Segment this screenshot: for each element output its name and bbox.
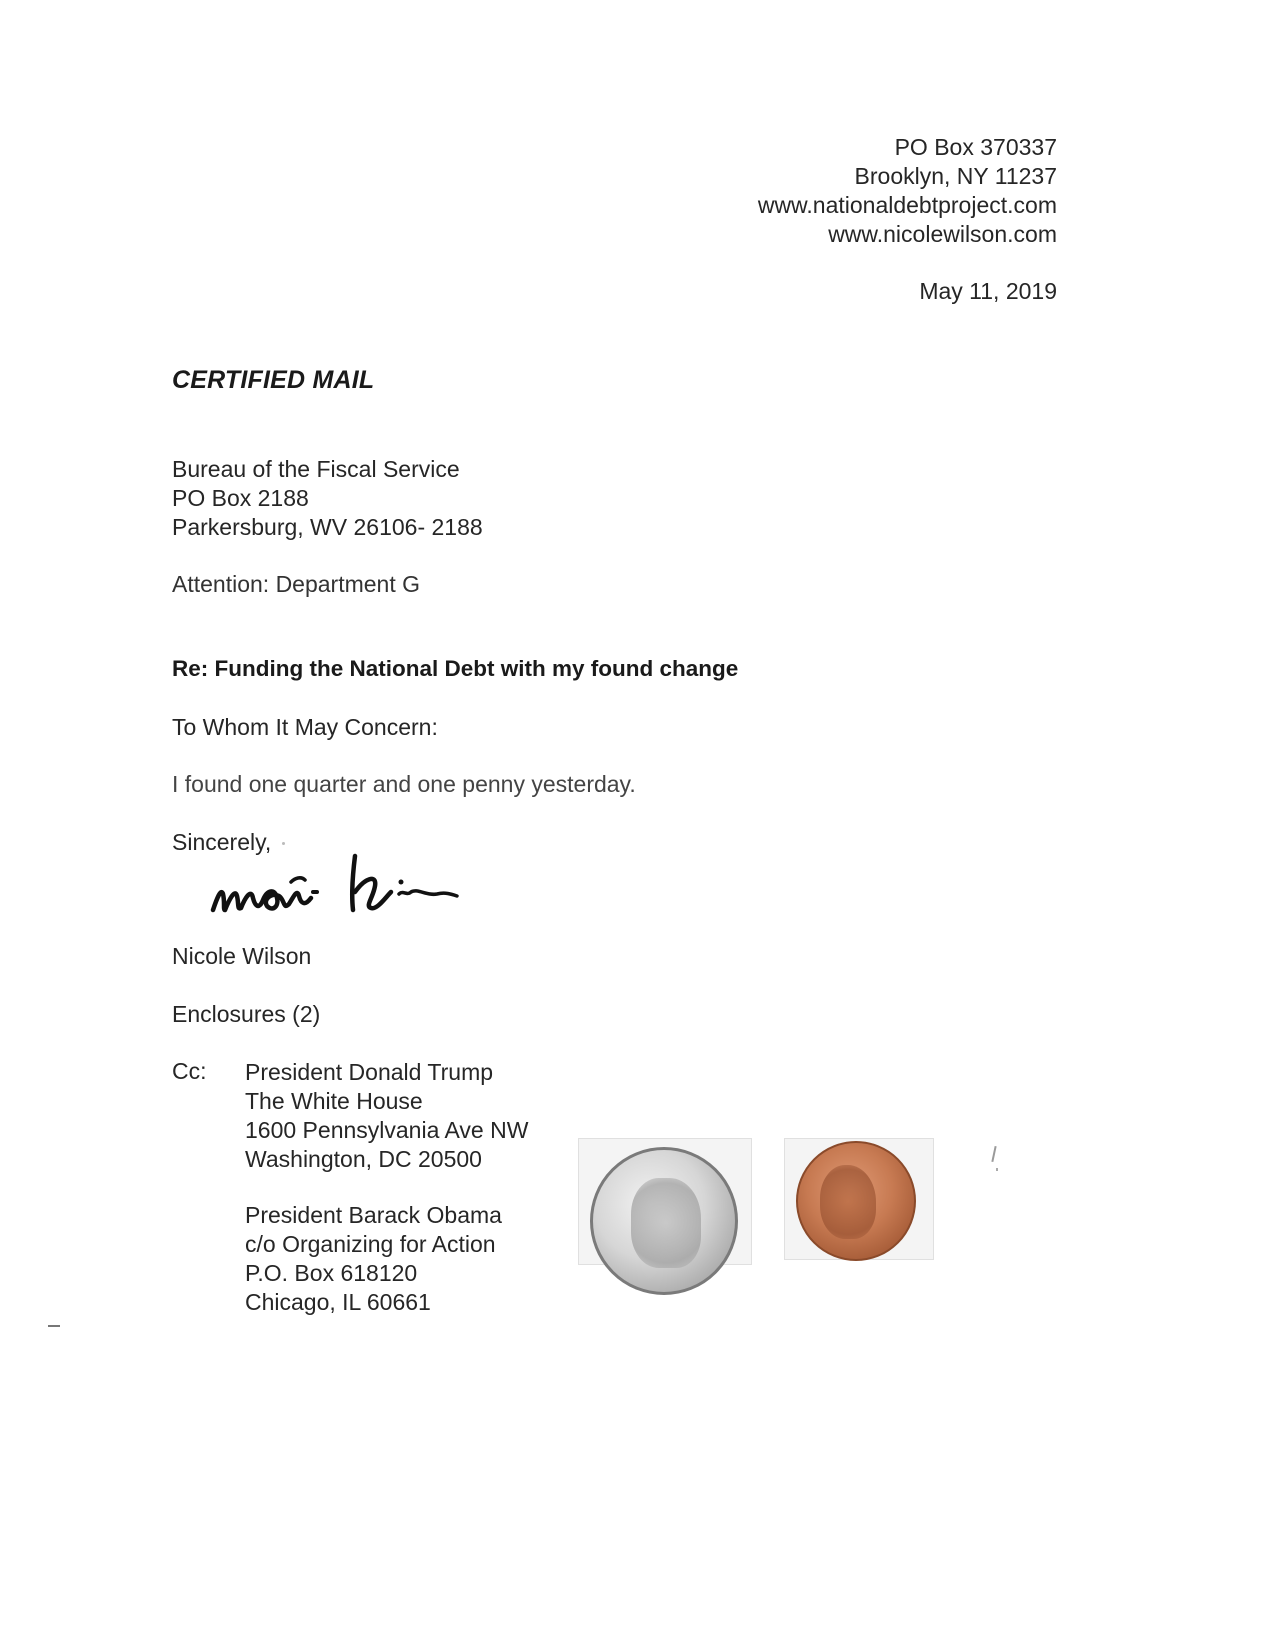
subject-line: Re: Funding the National Debt with my found change: [172, 656, 739, 681]
sender-address: [758, 133, 1057, 249]
scan-speck: [991, 1146, 996, 1162]
attention-line: Attention: Department G: [172, 571, 421, 597]
cc-recipient-line: Chicago, IL 60661: [245, 1289, 431, 1315]
cc-recipient-line: President Donald Trump: [245, 1059, 494, 1085]
scan-speck: [48, 1325, 60, 1327]
sender-website-line: www.nationaldebtproject.com: [757, 192, 1057, 218]
cc-recipient-line: The White House: [245, 1088, 423, 1114]
cc-recipient-line: P.O. Box 618120: [245, 1260, 418, 1286]
closing: Sincerely,: [172, 829, 272, 855]
sender-website-line: www.nicolewilson.com: [828, 221, 1057, 247]
quarter-coin-icon: [590, 1147, 738, 1295]
recipient-address: [172, 455, 483, 542]
handwritten-signature: [205, 848, 475, 928]
sender-address-line: PO Box 370337: [894, 134, 1057, 160]
certified-mail-heading: CERTIFIED MAIL: [172, 366, 375, 394]
recipient-line: Bureau of the Fiscal Service: [172, 456, 460, 482]
scan-speck: [996, 1168, 998, 1171]
cc-recipient: [245, 1058, 528, 1174]
penny-coin-icon: [796, 1141, 916, 1261]
sender-address-line: Brooklyn, NY 11237: [854, 163, 1057, 189]
letter-body: I found one quarter and one penny yesterday.: [172, 771, 636, 797]
cc-recipient: [245, 1201, 502, 1317]
signature-name: Nicole Wilson: [172, 943, 312, 969]
letter-date: May 11, 2019: [919, 278, 1057, 304]
cc-label: Cc:: [172, 1058, 207, 1084]
recipient-line: Parkersburg, WV 26106- 2188: [172, 514, 483, 540]
cc-recipient-line: c/o Organizing for Action: [245, 1231, 496, 1257]
cc-recipient-line: Washington, DC 20500: [245, 1146, 482, 1172]
salutation: To Whom It May Concern:: [172, 714, 438, 740]
recipient-line: PO Box 2188: [172, 485, 309, 511]
cc-recipient-line: President Barack Obama: [245, 1202, 502, 1228]
cc-recipient-line: 1600 Pennsylvania Ave NW: [245, 1117, 529, 1143]
enclosures-note: Enclosures (2): [172, 1001, 321, 1027]
scan-speck: [282, 842, 285, 845]
